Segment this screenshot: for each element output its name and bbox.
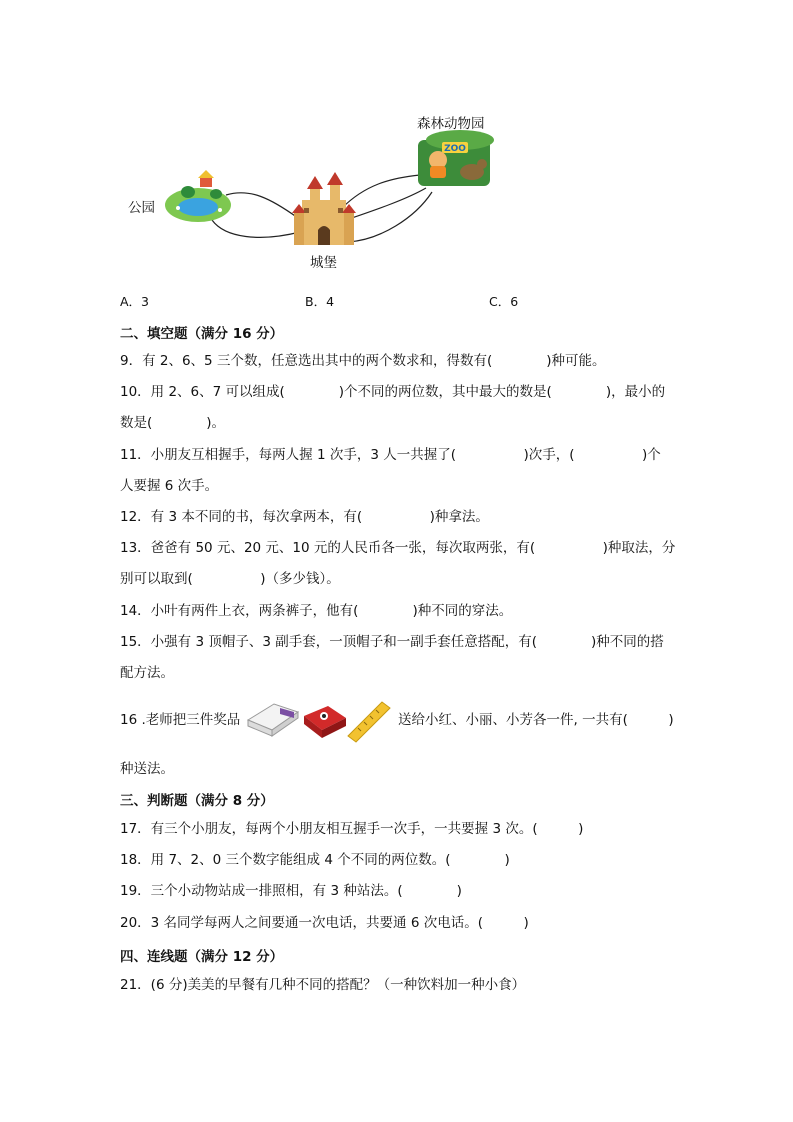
road-park-castle-upper <box>226 193 298 218</box>
road-castle-zoo-2 <box>346 188 426 220</box>
question-10-line1: 10．用 2、6、7 可以组成( )个不同的两位数，其中最大的数是( )，最小的 <box>120 384 666 400</box>
option-c: C．6 <box>489 294 519 309</box>
zoo-label: 森林动物园 <box>417 116 485 132</box>
question-16-prefix: 16 .老师把三件奖品 <box>120 712 241 728</box>
question-15-line2: 配方法。 <box>120 665 174 681</box>
question-21: 21．(6 分)美美的早餐有几种不同的搭配？（一种饮料加一种小食） <box>120 977 526 993</box>
road-castle-zoo-1 <box>342 175 420 208</box>
question-10-line2: 数是( )。 <box>120 415 226 431</box>
prizes-illustration <box>244 698 394 744</box>
section3-title: 三、判断题（满分 8 分） <box>120 793 274 809</box>
pencil-box-icon <box>304 706 346 738</box>
question-20: 20．3 名同学每两人之间要通一次电话，共要通 6 次电话。( ) <box>120 915 529 931</box>
question-15-line1: 15．小强有 3 顶帽子、3 副手套，一顶帽子和一副手套任意搭配，有( )种不同的搭 <box>120 634 664 650</box>
eraser-icon <box>248 704 298 736</box>
ruler-icon <box>348 702 390 742</box>
question-13-line2: 别可以取到( )（多少钱）。 <box>120 571 340 587</box>
section4-title: 四、连线题（满分 12 分） <box>120 949 284 965</box>
option-b: B．4 <box>305 294 335 309</box>
castle-icon <box>292 172 356 245</box>
section2-title: 二、填空题（满分 16 分） <box>120 326 284 342</box>
castle-label: 城堡 <box>310 255 337 271</box>
road-castle-zoo-3 <box>348 192 432 242</box>
park-label: 公园 <box>128 200 155 216</box>
question-19: 19．三个小动物站成一排照相，有 3 种站法。( ) <box>120 883 462 899</box>
road-park-castle-lower <box>212 220 300 237</box>
park-icon <box>165 170 231 222</box>
zoo-icon <box>418 130 494 186</box>
question-9: 9．有 2、6、5 三个数，任意选出其中的两个数求和，得数有( )种可能。 <box>120 353 606 369</box>
option-a: A．3 <box>120 294 150 309</box>
question-11-line1: 11．小朋友互相握手，每两人握 1 次手，3 人一共握了( )次手，( )个 <box>120 447 661 463</box>
question-12: 12．有 3 本不同的书，每次拿两本，有( )种拿法。 <box>120 509 489 525</box>
question-16-line2: 种送法。 <box>120 761 174 777</box>
question-18: 18．用 7、2、0 三个数字能组成 4 个不同的两位数。( ) <box>120 852 510 868</box>
question-17: 17．有三个小朋友，每两个小朋友相互握手一次手，一共要握 3 次。( ) <box>120 821 584 837</box>
zoo-sign-text: ZOO <box>444 144 466 154</box>
question-11-line2: 人要握 6 次手。 <box>120 478 219 494</box>
question-14: 14．小叶有两件上衣，两条裤子，他有( )种不同的穿法。 <box>120 603 513 619</box>
question-16-suffix: 送给小红、小丽、小芳各一件, 一共有( ) <box>398 712 674 728</box>
question-13-line1: 13．爸爸有 50 元、20 元、10 元的人民币各一张，每次取两张，有( )种取法，分 <box>120 540 676 556</box>
